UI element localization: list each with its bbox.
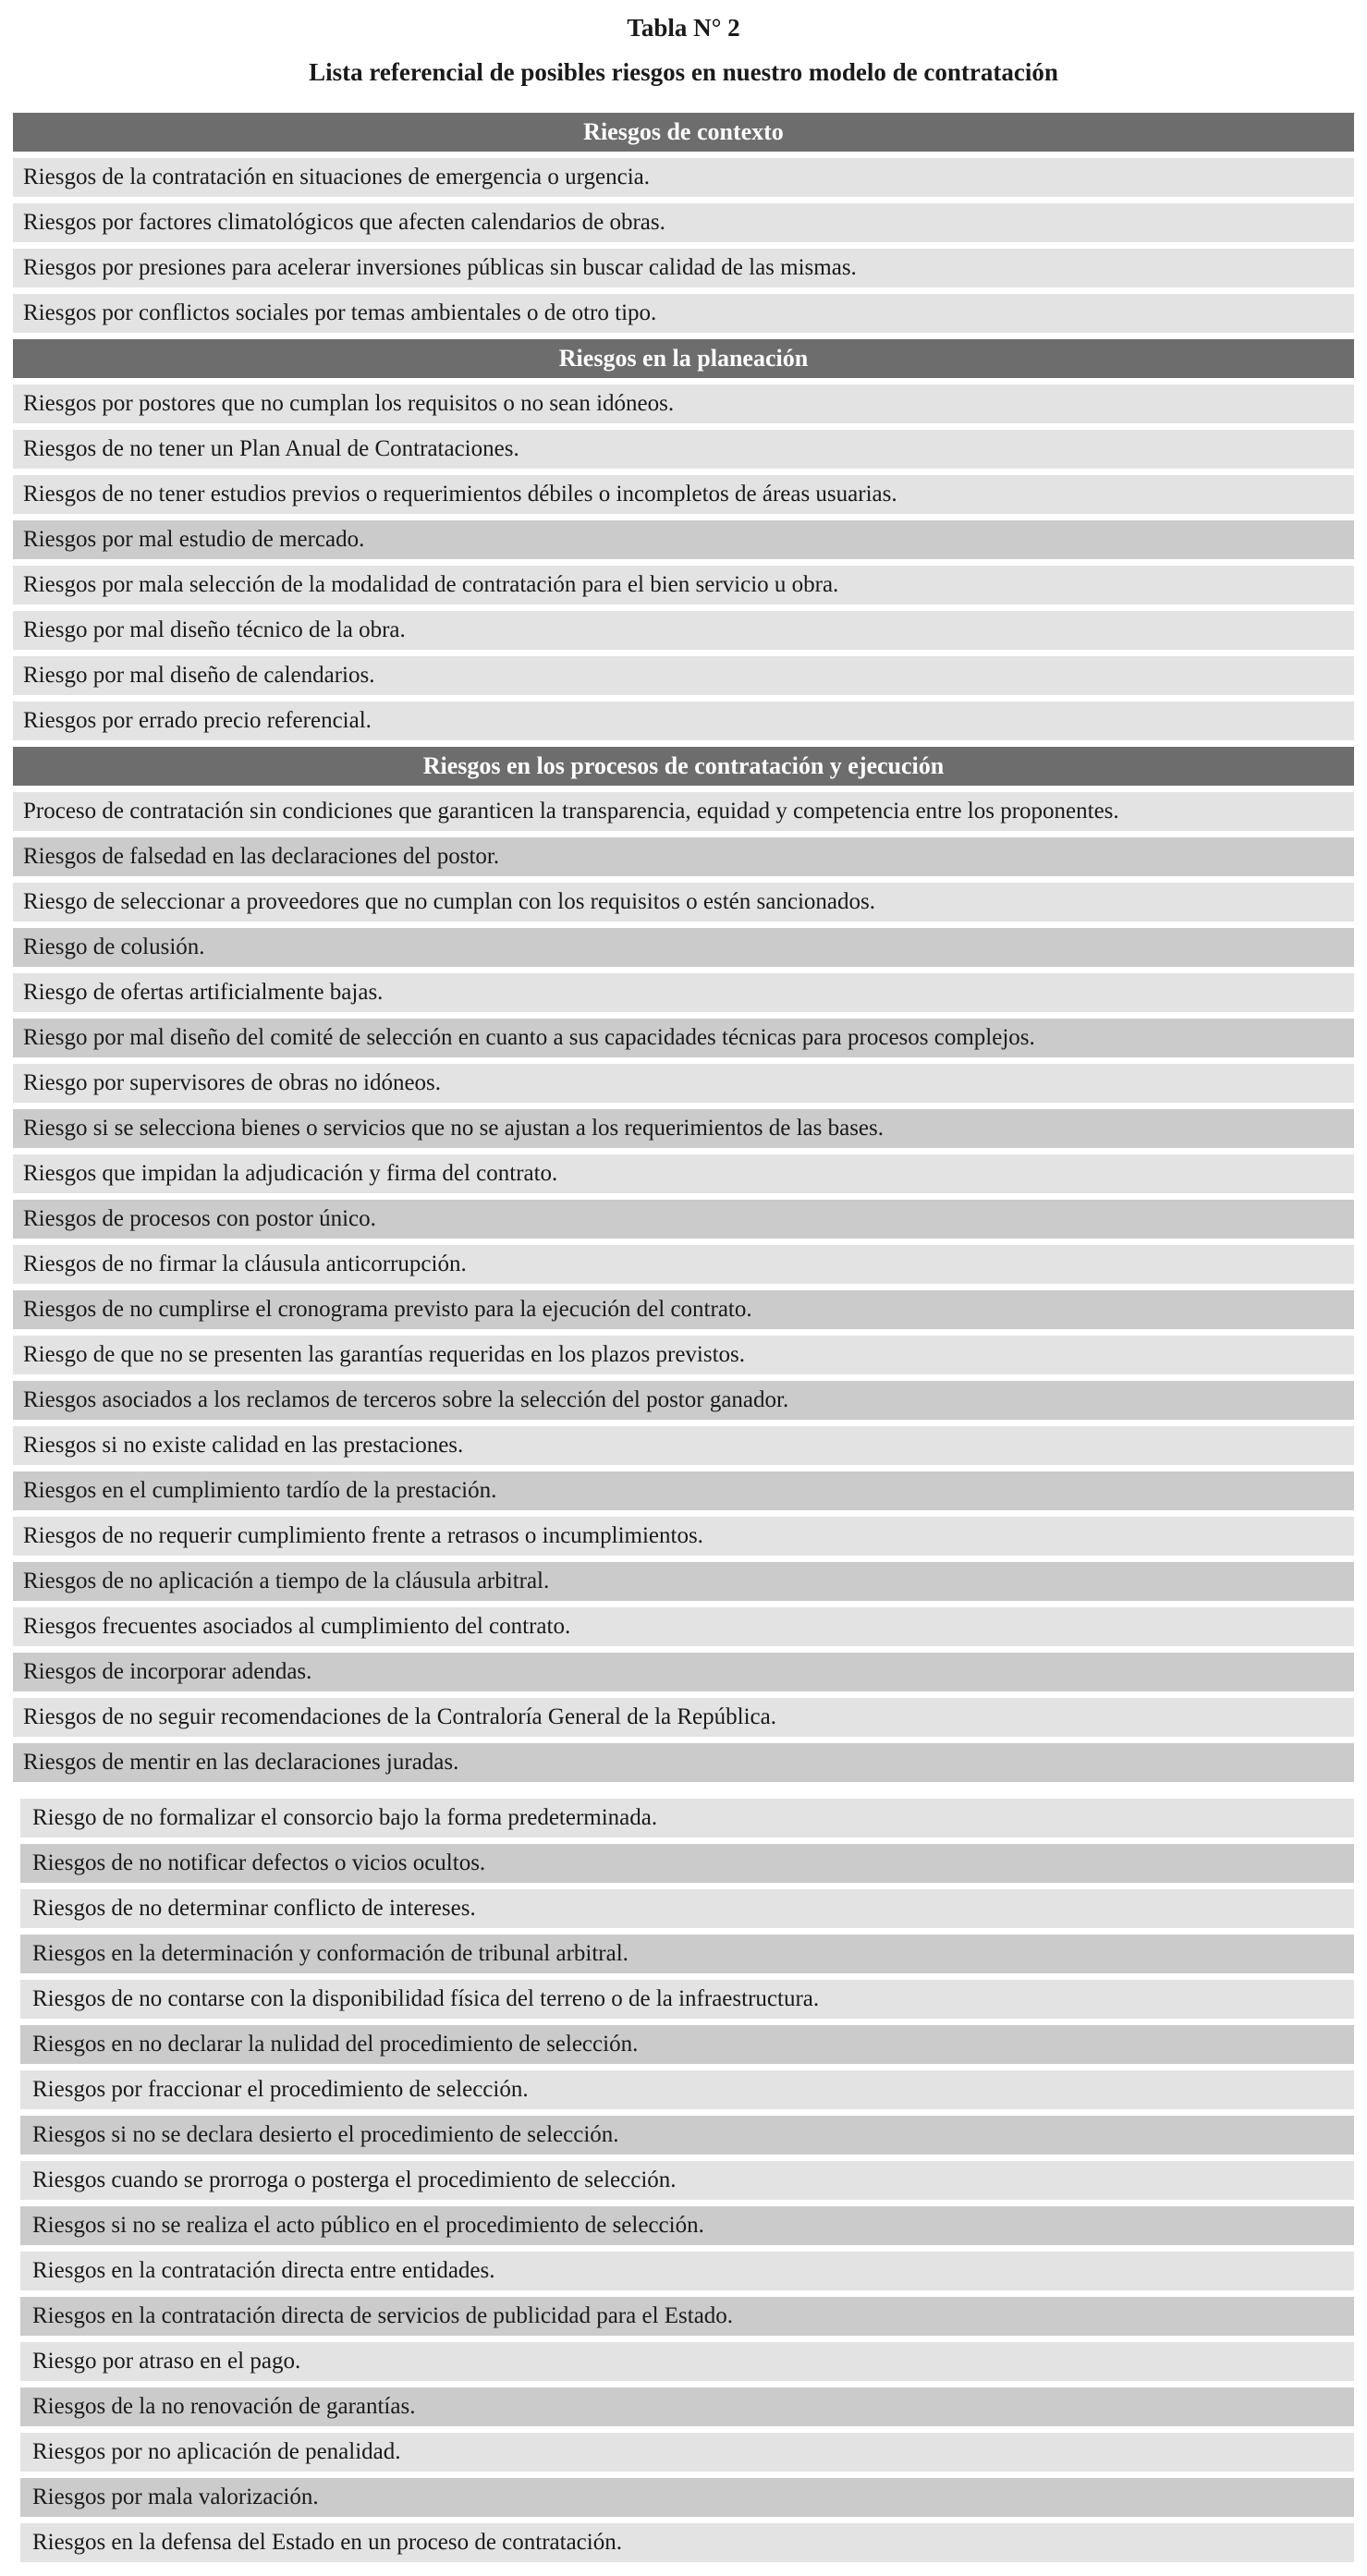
table-row: Riesgos que impidan la adjudicación y firma del contrato. <box>13 1154 1354 1193</box>
table-row: Riesgos de no tener un Plan Anual de Contrataciones. <box>13 430 1354 469</box>
section-header-procesos: Riesgos en los procesos de contratación y ejecución <box>13 747 1354 786</box>
table-row: Riesgos si no se declara desierto el procedimiento de selección. <box>20 2116 1354 2155</box>
table-row: Riesgos de no contarse con la disponibilidad física del terreno o de la infraestructura. <box>20 1980 1354 2019</box>
table-row: Riesgo por mal diseño del comité de selección en cuanto a sus capacidades técnicas para procesos complejos. <box>13 1019 1354 1057</box>
table-row: Riesgos de no aplicación a tiempo de la cláusula arbitral. <box>13 1562 1354 1601</box>
table-row: Riesgos por presiones para acelerar inversiones públicas sin buscar calidad de las mismas. <box>13 249 1354 287</box>
table-row: Riesgos en la contratación directa de servicios de publicidad para el Estado. <box>20 2297 1354 2336</box>
table-row: Proceso de contratación sin condiciones que garanticen la transparencia, equidad y competencia entre los proponentes. <box>13 792 1354 831</box>
table-row: Riesgos en la defensa del Estado en un proceso de contratación. <box>20 2523 1354 2562</box>
table-row: Riesgos de no seguir recomendaciones de la Contraloría General de la República. <box>13 1698 1354 1737</box>
table-row: Riesgo de no formalizar el consorcio bajo la forma predeterminada. <box>20 1799 1354 1837</box>
table-row: Riesgos de la contratación en situaciones de emergencia o urgencia. <box>13 158 1354 197</box>
table-row: Riesgos por errado precio referencial. <box>13 702 1354 740</box>
table-row: Riesgo de seleccionar a proveedores que no cumplan con los requisitos o estén sancionados. <box>13 883 1354 922</box>
table-row: Riesgos de mentir en las declaraciones juradas. <box>13 1743 1354 1782</box>
table-row: Riesgos por postores que no cumplan los requisitos o no sean idóneos. <box>13 385 1354 423</box>
table-row: Riesgo de que no se presenten las garantías requeridas en los plazos previstos. <box>13 1336 1354 1374</box>
table-caption: Lista referencial de posibles riesgos en nuestro modelo de contratación <box>309 58 1058 86</box>
table-row: Riesgo si se selecciona bienes o servicios que no se ajustan a los requerimientos de las bases. <box>13 1109 1354 1148</box>
table-row: Riesgos de falsedad en las declaraciones del postor. <box>13 837 1354 876</box>
table-row: Riesgos si no existe calidad en las prestaciones. <box>13 1426 1354 1465</box>
table-row: Riesgos por mal estudio de mercado. <box>13 520 1354 559</box>
table-row: Riesgos por conflictos sociales por temas ambientales o de otro tipo. <box>13 294 1354 333</box>
section-header-planeacion: Riesgos en la planeación <box>13 339 1354 378</box>
table-row: Riesgos por fraccionar el procedimiento de selección. <box>20 2070 1354 2109</box>
table-row: Riesgos de procesos con postor único. <box>13 1200 1354 1239</box>
table-row: Riesgos de no requerir cumplimiento frente a retrasos o incumplimientos. <box>13 1517 1354 1556</box>
risk-table <box>13 113 1354 1789</box>
table-row: Riesgos de incorporar adendas. <box>13 1653 1354 1691</box>
table-row: Riesgo por atraso en el pago. <box>20 2342 1354 2381</box>
table-row: Riesgos cuando se prorroga o posterga el procedimiento de selección. <box>20 2161 1354 2200</box>
table-row: Riesgos de no firmar la cláusula anticorrupción. <box>13 1245 1354 1284</box>
table-row: Riesgos de no determinar conflicto de intereses. <box>20 1889 1354 1928</box>
table-row: Riesgo de colusión. <box>13 928 1354 967</box>
table-row: Riesgos en no declarar la nulidad del procedimiento de selección. <box>20 2025 1354 2064</box>
table-row: Riesgos en el cumplimiento tardío de la prestación. <box>13 1471 1354 1510</box>
table-row: Riesgos si no se realiza el acto público en el procedimiento de selección. <box>20 2206 1354 2245</box>
table-row: Riesgo por mal diseño técnico de la obra. <box>13 611 1354 650</box>
risk-table-continuation <box>20 1799 1354 2569</box>
table-row: Riesgos asociados a los reclamos de terceros sobre la selección del postor ganador. <box>13 1381 1354 1420</box>
table-row: Riesgos de no cumplirse el cronograma previsto para la ejecución del contrato. <box>13 1290 1354 1329</box>
table-row: Riesgos por mala selección de la modalidad de contratación para el bien servicio u obra. <box>13 566 1354 604</box>
table-number-title: Tabla N° 2 <box>627 14 740 42</box>
table-row: Riesgos en la contratación directa entre entidades. <box>20 2252 1354 2290</box>
table-row: Riesgo de ofertas artificialmente bajas. <box>13 973 1354 1012</box>
table-row: Riesgos de no notificar defectos o vicios ocultos. <box>20 1844 1354 1883</box>
table-row: Riesgos por factores climatológicos que afecten calendarios de obras. <box>13 203 1354 242</box>
table-row: Riesgo por supervisores de obras no idóneos. <box>13 1064 1354 1103</box>
table-row: Riesgos de la no renovación de garantías. <box>20 2387 1354 2426</box>
table-row: Riesgos frecuentes asociados al cumplimiento del contrato. <box>13 1607 1354 1646</box>
table-row: Riesgos por mala valorización. <box>20 2478 1354 2517</box>
table-row: Riesgos por no aplicación de penalidad. <box>20 2433 1354 2472</box>
table-row: Riesgos de no tener estudios previos o requerimientos débiles o incompletos de áreas usuarias. <box>13 475 1354 514</box>
section-header-contexto: Riesgos de contexto <box>13 113 1354 152</box>
table-row: Riesgos en la determinación y conformación de tribunal arbitral. <box>20 1935 1354 1973</box>
table-row: Riesgo por mal diseño de calendarios. <box>13 656 1354 695</box>
